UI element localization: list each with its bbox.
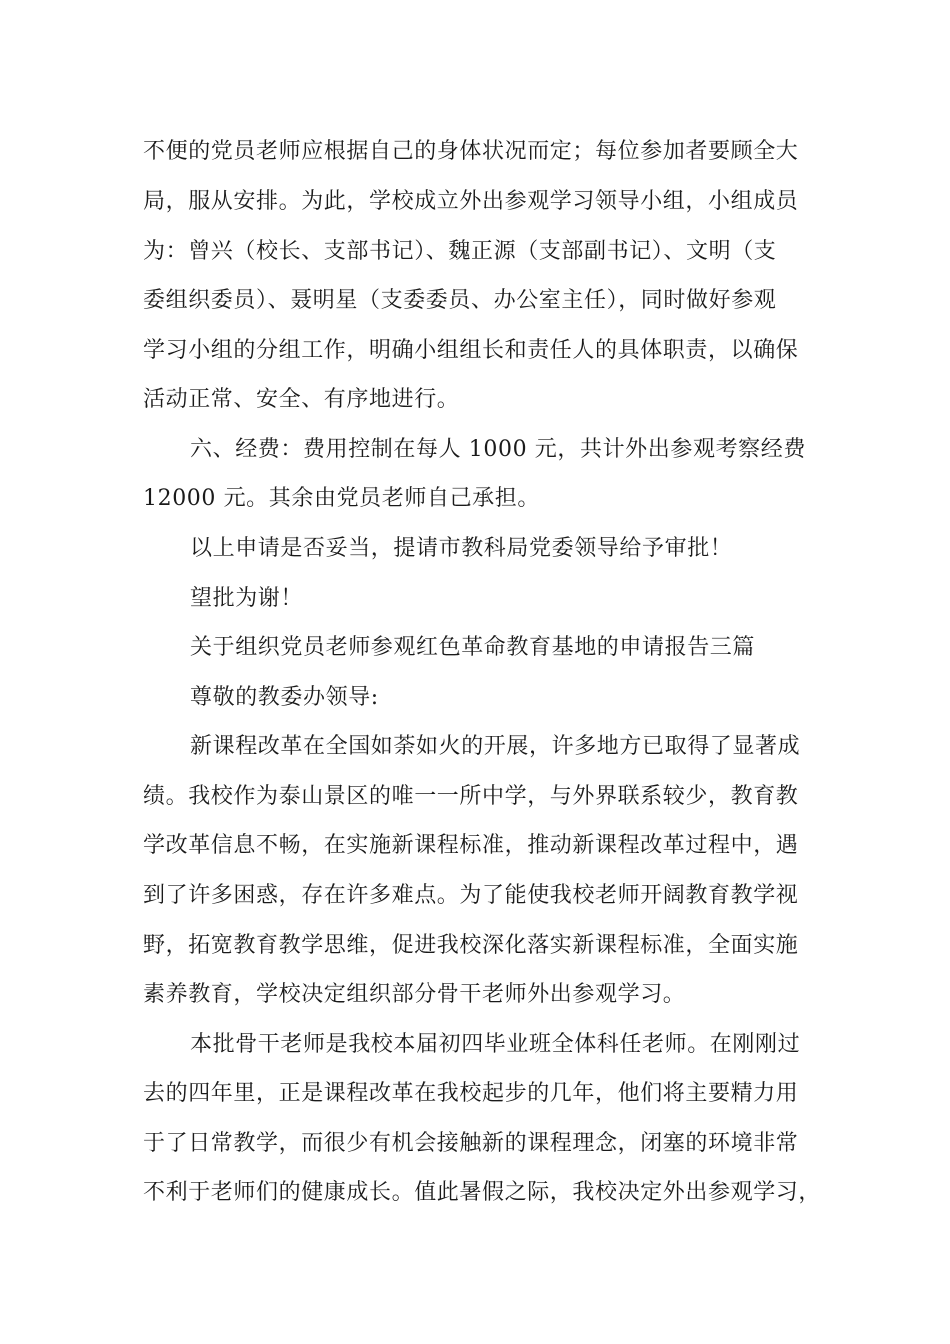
text-line: 去的四年里，正是课程改革在我校起步的几年，他们将主要精力用 — [143, 1081, 799, 1106]
text-line: 关于组织党员老师参观红色革命教育基地的申请报告三篇 — [190, 635, 756, 660]
text-line: 以上申请是否妥当，提请市教科局党委领导给予审批！ — [190, 536, 733, 561]
text-line: 望批为谢！ — [190, 586, 304, 611]
text-line: 为：曾兴（校长、支部书记）、魏正源（支部副书记）、文明（支 — [143, 239, 777, 264]
text-line: 六、经费：费用控制在每人 1000 元，共计外出参观考察经费 — [190, 437, 806, 462]
text-line: 于了日常教学，而很少有机会接触新的课程理念，闭塞的环境非常 — [143, 1131, 799, 1156]
text-line: 绩。我校作为泰山景区的唯一一所中学，与外界联系较少，教育教 — [143, 784, 799, 809]
text-line: 野，拓宽教育教学思维，促进我校深化落实新课程标准，全面实施 — [143, 933, 799, 958]
text-line: 委组织委员）、聂明星（支委委员、办公室主任），同时做好参观 — [143, 288, 777, 313]
text-line: 不便的党员老师应根据自己的身体状况而定；每位参加者要顾全大 — [143, 139, 799, 164]
text-line: 到了许多困惑，存在许多难点。为了能使我校老师开阔教育教学视 — [143, 883, 799, 908]
text-line: 本批骨干老师是我校本届初四毕业班全体科任老师。在刚刚过 — [190, 1032, 801, 1057]
text-line: 尊敬的教委办领导: — [190, 685, 379, 710]
text-line: 新课程改革在全国如荼如火的开展，许多地方已取得了显著成 — [190, 734, 801, 759]
text-line: 12000 元。其余由党员老师自己承担。 — [143, 486, 540, 511]
text-line: 局，服从安排。为此，学校成立外出参观学习领导小组，小组成员 — [143, 189, 799, 214]
text-line: 学习小组的分组工作，明确小组组长和责任人的具体职责，以确保 — [143, 338, 799, 363]
text-line: 素养教育，学校决定组织部分骨干老师外出参观学习。 — [143, 982, 686, 1007]
text-line: 活动正常、安全、有序地进行。 — [143, 387, 460, 412]
text-line: 不利于老师们的健康成长。值此暑假之际，我校决定外出参观学习， — [143, 1180, 822, 1205]
text-line: 学改革信息不畅，在实施新课程标准，推动新课程改革过程中，遇 — [143, 833, 799, 858]
